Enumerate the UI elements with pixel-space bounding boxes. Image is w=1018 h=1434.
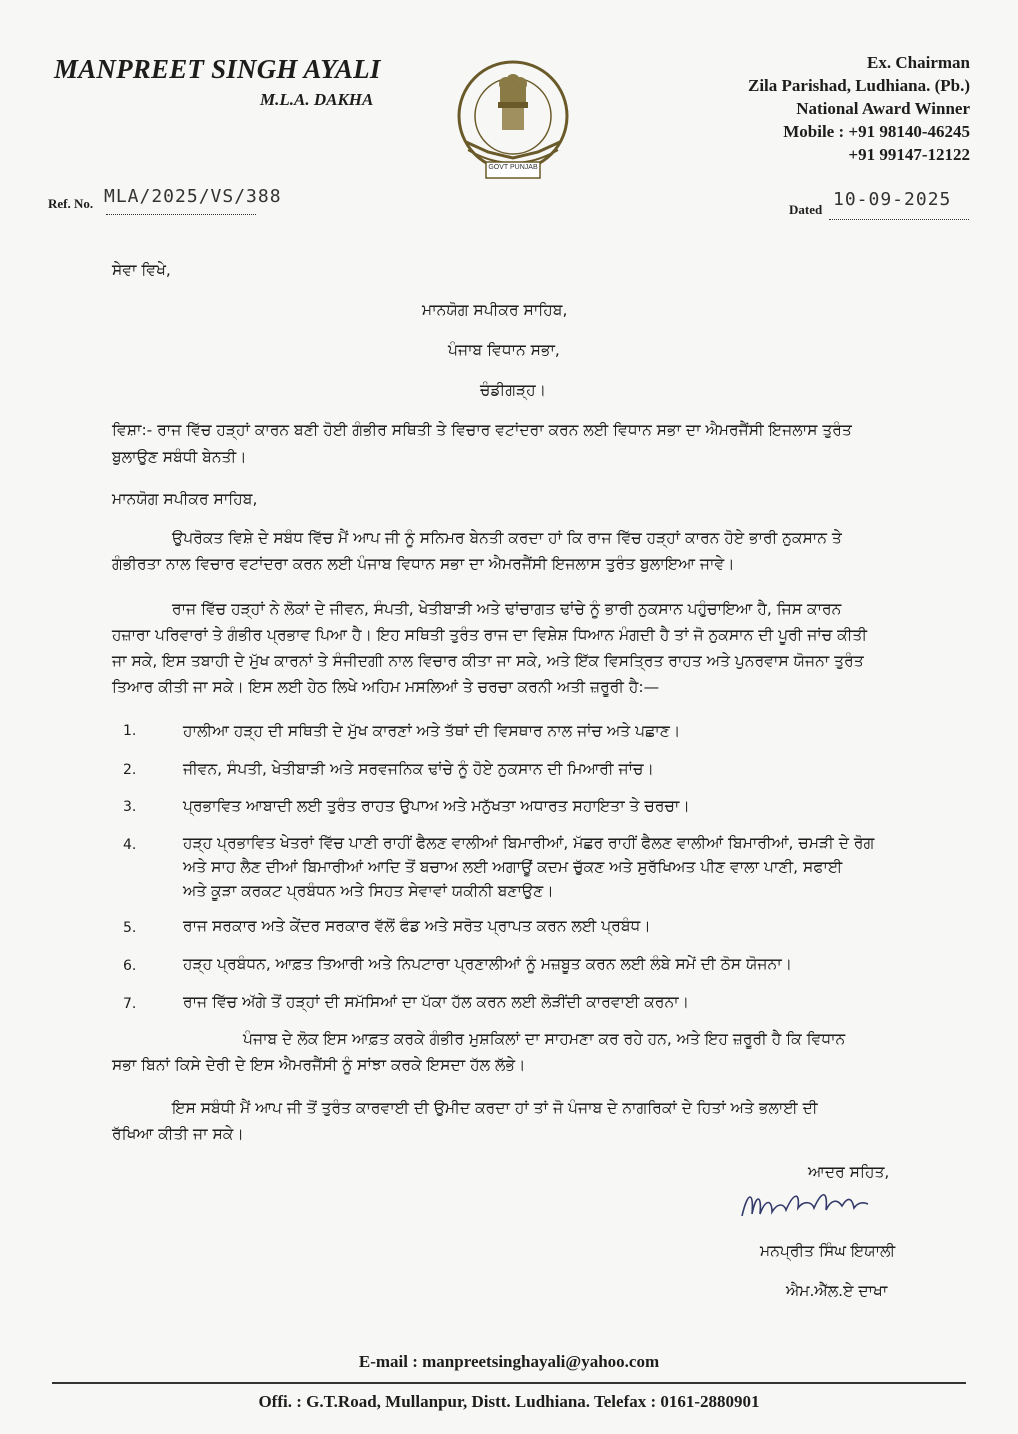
list-item: ਪ੍ਰਭਾਵਿਤ ਆਬਾਦੀ ਲਈ ਤੁਰੰਤ ਰਾਹਤ ਉਪਾਅ ਅਤੇ ਮਨੁੱਖਤਾ ਅਧਾਰਤ ਸਹਾਇਤਾ ਤੇ ਚਰਚਾ।: [183, 797, 690, 815]
list-number: 7.: [123, 996, 137, 1012]
paragraph-line: ਤਿਆਰ ਕੀਤੀ ਜਾ ਸਕੇ। ਇਸ ਲਈ ਹੇਠ ਲਿਖੇ ਅਹਿਮ ਮਸਲਿਆਂ ਤੇ ਚਰਚਾ ਕਰਨੀ ਅਤੀ ਜ਼ਰੂਰੀ ਹੈ:—: [112, 678, 660, 696]
list-item: ਅਤੇ ਸਾਹ ਲੈਣ ਦੀਆਂ ਬਿਮਾਰੀਆਂ ਆਦਿ ਤੋਂ ਬਚਾਅ ਲਈ ਅਗਾਊਂ ਕਦਮ ਚੁੱਕਣ ਅਤੇ ਸੁਰੱਖਿਅਤ ਪੀਣ ਵਾਲਾ ਪਾਣੀ, ਸਫਾਈ: [183, 858, 843, 876]
date-value: 10-09-2025: [833, 189, 952, 210]
paragraph-line: ਹਜ਼ਾਰਾ ਪਰਿਵਾਰਾਂ ਤੇ ਗੰਭੀਰ ਪ੍ਰਭਾਵ ਪਿਆ ਹੈ। ਇਹ ਸਥਿਤੀ ਤੁਰੰਤ ਰਾਜ ਦਾ ਵਿਸ਼ੇਸ਼ ਧਿਆਨ ਮੰਗਦੀ ਹੈ ਤਾਂ ਜੋ ਨੁਕਸਾਨ ਦੀ ਪੂਰੀ ਜਾਂਚ ਕੀਤੀ: [112, 626, 867, 644]
contact-line: Mobile : +91 98140-46245: [783, 122, 970, 141]
paragraph-line: ਗੰਭੀਰਤਾ ਨਾਲ ਵਿਚਾਰ ਵਟਾਂਦਰਾ ਕਰਨ ਲਈ ਪੰਜਾਬ ਵਿਧਾਨ ਸਭਾ ਦਾ ਐਮਰਜੈਂਸੀ ਇਜਲਾਸ ਤੁਰੰਤ ਬੁਲਾਇਆ ਜਾਵੇ।: [112, 555, 735, 573]
ref-number: MLA/2025/VS/388: [104, 186, 282, 207]
contact-line: +91 99147-12122: [848, 145, 970, 164]
ref-dotted-line: [106, 214, 256, 215]
address-line: ਮਾਨਯੋਗ ਸਪੀਕਰ ਸਾਹਿਬ,: [422, 301, 568, 319]
signer-title: ਐਮ.ਐੱਲ.ਏ ਦਾਖਾ: [786, 1282, 888, 1300]
list-item: ਰਾਜ ਵਿੱਚ ਅੱਗੇ ਤੋਂ ਹੜ੍ਹਾਂ ਦੀ ਸਮੱਸਿਆਂ ਦਾ ਪੱਕਾ ਹੱਲ ਕਰਨ ਲਈ ਲੋੜੀਂਦੀ ਕਾਰਵਾਈ ਕਰਨਾ।: [183, 993, 690, 1011]
list-item: ਹੜ੍ਹ ਪ੍ਰਭਾਵਿਤ ਖੇਤਰਾਂ ਵਿੱਚ ਪਾਣੀ ਰਾਹੀਂ ਫੈਲਣ ਵਾਲੀਆਂ ਬਿਮਾਰੀਆਂ, ਮੱਛਰ ਰਾਹੀਂ ਫੈਲਣ ਵਾਲੀਆਂ ਬਿਮਾਰੀਆਂ, ਚਮੜੀ ਦੇ ਰੋਗ: [183, 834, 875, 852]
date-dotted-line: [829, 219, 969, 220]
paragraph-line: ਰਾਜ ਵਿੱਚ ਹੜ੍ਹਾਂ ਨੇ ਲੋਕਾਂ ਦੇ ਜੀਵਨ, ਸੰਪਤੀ, ਖੇਤੀਬਾੜੀ ਅਤੇ ਢਾਂਚਾਗਤ ਢਾਂਚੇ ਨੂੰ ਭਾਰੀ ਨੁਕਸਾਨ ਪਹੁੰਚਾਇਆ ਹੈ, ਜਿਸ ਕਾਰਨ: [172, 600, 842, 618]
contact-line: National Award Winner: [796, 99, 970, 118]
list-number: 5.: [123, 920, 137, 936]
address-line: ਪੰਜਾਬ ਵਿਧਾਨ ਸਭਾ,: [448, 341, 560, 359]
list-number: 3.: [123, 799, 137, 815]
paragraph-line: ਇਸ ਸਬੰਧੀ ਮੈਂ ਆਪ ਜੀ ਤੋਂ ਤੁਰੰਤ ਕਾਰਵਾਈ ਦੀ ਉਮੀਦ ਕਰਦਾ ਹਾਂ ਤਾਂ ਜੋ ਪੰਜਾਬ ਦੇ ਨਾਗਰਿਕਾਂ ਦੇ ਹਿਤਾਂ ਅਤੇ ਭਲਾਈ ਦੀ: [172, 1099, 818, 1117]
list-item: ਹੜ੍ਹ ਪ੍ਰਬੰਧਨ, ਆਫ਼ਤ ਤਿਆਰੀ ਅਤੇ ਨਿਪਟਾਰਾ ਪ੍ਰਣਾਲੀਆਂ ਨੂੰ ਮਜ਼ਬੂਤ ਕਰਨ ਲਈ ਲੰਬੇ ਸਮੇਂ ਦੀ ਠੋਸ ਯੋਜਨਾ।: [183, 955, 793, 973]
list-item: ਅਤੇ ਕੂੜਾ ਕਰਕਟ ਪ੍ਰਬੰਧਨ ਅਤੇ ਸਿਹਤ ਸੇਵਾਵਾਂ ਯਕੀਨੀ ਬਣਾਉਣ।: [183, 882, 554, 900]
contact-line: Ex. Chairman: [867, 53, 970, 72]
list-number: 6.: [123, 958, 137, 974]
salutation-to: ਸੇਵਾ ਵਿਖੇ,: [112, 261, 171, 279]
govt-punjab-emblem: [448, 54, 578, 190]
footer-divider: [52, 1382, 966, 1384]
closing: ਆਦਰ ਸਹਿਤ,: [808, 1163, 890, 1181]
paragraph-line: ਜਾ ਸਕੇ, ਇਸ ਤਬਾਹੀ ਦੇ ਮੁੱਖ ਕਾਰਨਾਂ ਤੇ ਸੰਜੀਦਗੀ ਨਾਲ ਵਿਚਾਰ ਕੀਤਾ ਜਾ ਸਕੇ, ਅਤੇ ਇੱਕ ਵਿਸਤ੍ਰਿਤ ਰਾਹਤ ਅਤੇ ਪੁਨਰਵਾਸ ਯੋਜਨਾ ਤੁਰੰਤ: [112, 652, 864, 670]
greeting: ਮਾਨਯੋਗ ਸਪੀਕਰ ਸਾਹਿਬ,: [112, 490, 258, 508]
footer-address: Offi. : G.T.Road, Mullanpur, Distt. Ludhiana. Telefax : 0161-2880901: [258, 1392, 760, 1411]
dated-label: Dated: [789, 202, 823, 217]
list-number: 2.: [123, 762, 137, 778]
list-item: ਜੀਵਨ, ਸੰਪਤੀ, ਖੇਤੀਬਾੜੀ ਅਤੇ ਸਰਵਜਨਿਕ ਢਾਂਚੇ ਨੂੰ ਹੋਏ ਨੁਕਸਾਨ ਦੀ ਮਿਆਰੀ ਜਾਂਚ।: [183, 760, 654, 778]
letterhead-name: MANPREET SINGH AYALI: [54, 54, 381, 84]
paragraph-line: ਸਭਾ ਬਿਨਾਂ ਕਿਸੇ ਦੇਰੀ ਦੇ ਇਸ ਐਮਰਜੈਂਸੀ ਨੂੰ ਸਾਂਝਾ ਕਰਕੇ ਇਸਦਾ ਹੱਲ ਲੱਭੇ।: [112, 1056, 526, 1074]
list-item: ਰਾਜ ਸਰਕਾਰ ਅਤੇ ਕੇਂਦਰ ਸਰਕਾਰ ਵੱਲੋਂ ਫੰਡ ਅਤੇ ਸਰੋਤ ਪ੍ਰਾਪਤ ਕਰਨ ਲਈ ਪ੍ਰਬੰਧ।: [183, 917, 651, 935]
ref-label: Ref. No.: [48, 196, 94, 211]
contact-line: Zila Parishad, Ludhiana. (Pb.): [747, 76, 970, 95]
subject-line: ਬੁਲਾਉਣ ਸਬੰਧੀ ਬੇਨਤੀ।: [112, 448, 247, 466]
paragraph-line: ਰੱਖਿਆ ਕੀਤੀ ਜਾ ਸਕੇ।: [112, 1125, 244, 1143]
list-number: 4.: [123, 837, 137, 853]
emblem-caption: GOVT PUNJAB: [488, 164, 538, 171]
letterhead-designation: M.L.A. DAKHA: [260, 90, 374, 109]
footer-email: E-mail : manpreetsinghayali@yahoo.com: [358, 1352, 660, 1371]
signature: [738, 1180, 888, 1234]
signer-name: ਮਨਪ੍ਰੀਤ ਸਿੰਘ ਇਯਾਲੀ: [760, 1242, 896, 1260]
list-number: 1.: [123, 723, 137, 739]
letterhead-contact-block: [748, 51, 970, 166]
paragraph-line: ਪੰਜਾਬ ਦੇ ਲੋਕ ਇਸ ਆਫ਼ਤ ਕਰਕੇ ਗੰਭੀਰ ਮੁਸ਼ਕਿਲਾਂ ਦਾ ਸਾਹਮਣਾ ਕਰ ਰਹੇ ਹਨ, ਅਤੇ ਇਹ ਜ਼ਰੂਰੀ ਹੈ ਕਿ ਵਿਧਾਨ: [243, 1030, 846, 1048]
list-item: ਹਾਲੀਆ ਹੜ੍ਹ ਦੀ ਸਥਿਤੀ ਦੇ ਮੁੱਖ ਕਾਰਣਾਂ ਅਤੇ ਤੱਥਾਂ ਦੀ ਵਿਸਥਾਰ ਨਾਲ ਜਾਂਚ ਅਤੇ ਪਛਾਣ।: [183, 722, 681, 740]
address-line: ਚੰਡੀਗੜ੍ਹ।: [480, 381, 547, 399]
subject-line: ਵਿਸ਼ਾ:- ਰਾਜ ਵਿੱਚ ਹੜ੍ਹਾਂ ਕਾਰਨ ਬਣੀ ਹੋਈ ਗੰਭੀਰ ਸਥਿਤੀ ਤੇ ਵਿਚਾਰ ਵਟਾਂਦਰਾ ਕਰਨ ਲਈ ਵਿਧਾਨ ਸਭਾ ਦਾ ਐਮਰਜੈਂਸੀ ਇਜਲਾਸ ਤੁਰੰਤ: [112, 421, 852, 439]
paragraph-line: ਉਪਰੋਕਤ ਵਿਸ਼ੇ ਦੇ ਸਬੰਧ ਵਿੱਚ ਮੈਂ ਆਪ ਜੀ ਨੂੰ ਸਨਿਮਰ ਬੇਨਤੀ ਕਰਦਾ ਹਾਂ ਕਿ ਰਾਜ ਵਿੱਚ ਹੜ੍ਹਾਂ ਕਾਰਨ ਹੋਏ ਭਾਰੀ ਨੁਕਸਾਨ ਤੇ: [172, 529, 842, 547]
